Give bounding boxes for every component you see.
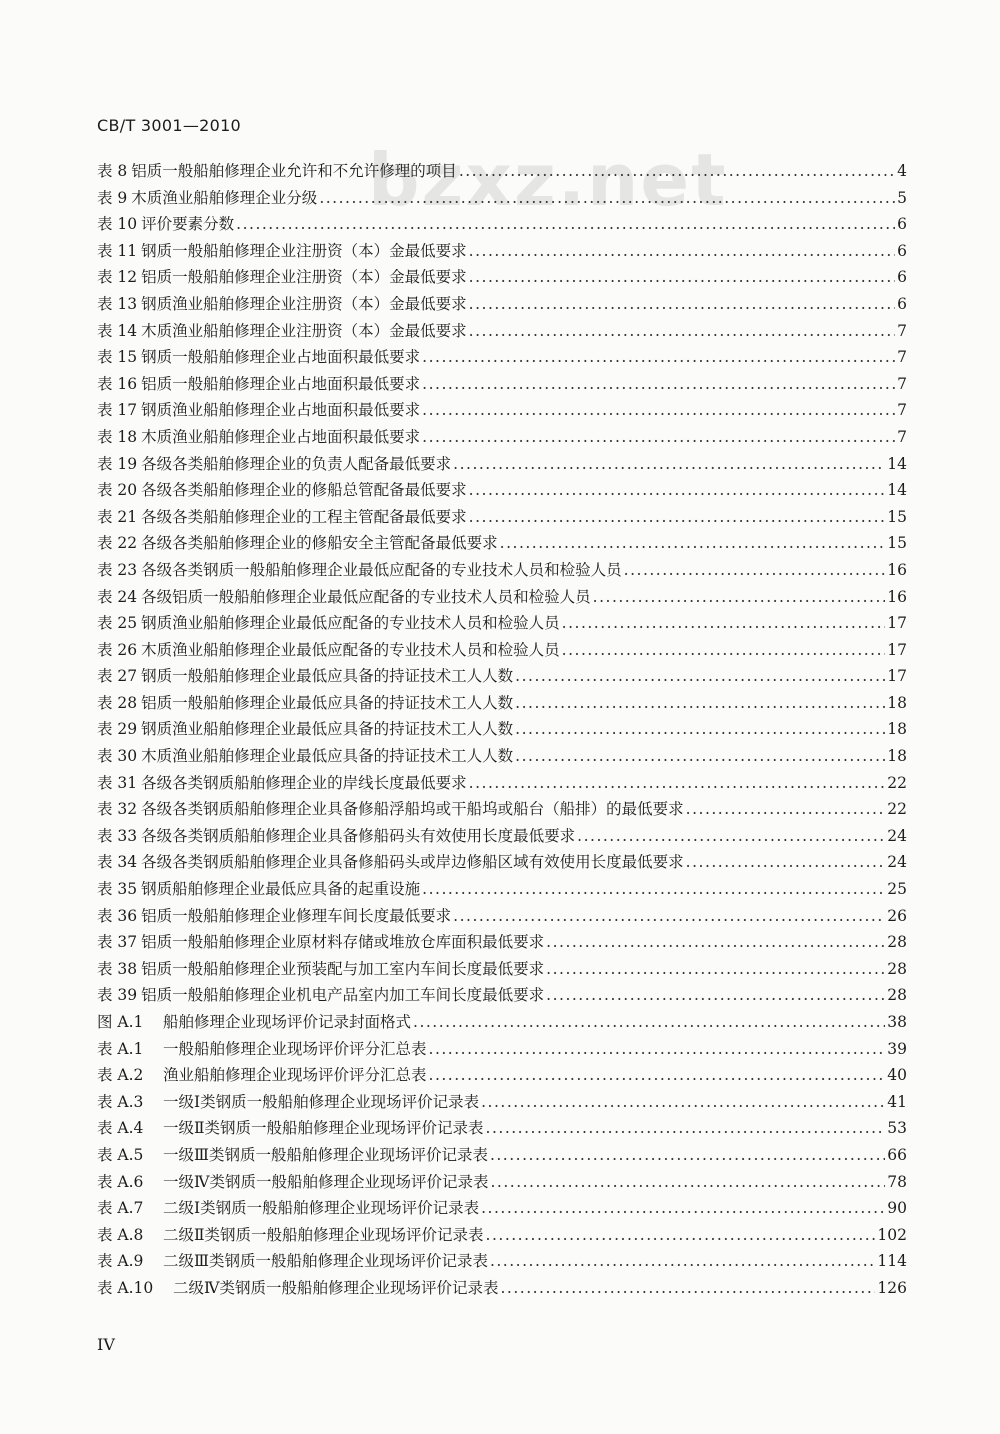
toc-entry[interactable] <box>97 903 907 930</box>
toc-entry-title: 钢质渔业船舶修理企业最低应配备的专业技术人员和检验人员 <box>141 614 560 633</box>
toc-entry-label: 表 15 <box>97 348 138 367</box>
toc-entry-label: 表 9 <box>97 188 128 207</box>
toc-entry[interactable] <box>97 716 907 743</box>
toc-leader-dots <box>481 1195 885 1222</box>
toc-entry-page: 40 <box>887 1066 907 1085</box>
toc-entry[interactable] <box>97 530 907 557</box>
toc-leader-dots <box>490 1142 885 1169</box>
toc-entry-label: 表 A.10 <box>97 1278 154 1297</box>
toc-entry-title: 铝质一般船舶修理企业注册资（本）金最低要求 <box>141 268 467 287</box>
watermark: bzxz.net <box>368 138 728 222</box>
toc-entry-label: 表 10 <box>97 215 138 234</box>
toc-entry-label: 表 25 <box>97 614 138 633</box>
toc-entry-page: 90 <box>887 1199 907 1218</box>
table-of-contents <box>97 158 907 1302</box>
toc-entry[interactable] <box>97 371 907 398</box>
toc-leader-dots <box>486 1115 886 1142</box>
toc-entry-title: 铝质一般船舶修理企业修理车间长度最低要求 <box>141 906 452 925</box>
toc-leader-dots <box>501 1275 876 1302</box>
toc-entry[interactable] <box>97 504 907 531</box>
toc-entry-label: 表 36 <box>97 906 138 925</box>
toc-leader-dots <box>469 238 895 265</box>
toc-leader-dots <box>515 663 885 690</box>
toc-entry-label: 表 33 <box>97 826 138 845</box>
toc-entry[interactable] <box>97 344 907 371</box>
toc-entry[interactable] <box>97 1195 907 1222</box>
toc-entry-title: 木质渔业船舶修理企业占地面积最低要求 <box>141 427 421 446</box>
toc-entry-title: 钢质一般船舶修理企业最低应具备的持证技术工人人数 <box>141 667 514 686</box>
document-code-header: CB/T 3001—2010 <box>97 116 242 135</box>
toc-entry-page: 39 <box>887 1039 907 1058</box>
toc-entry[interactable] <box>97 185 907 212</box>
toc-entry-page: 28 <box>887 959 907 978</box>
toc-leader-dots <box>319 185 895 212</box>
toc-entry-label: 表 11 <box>97 241 138 260</box>
toc-entry-page: 14 <box>887 481 907 500</box>
toc-entry-title: 二级Ⅱ类钢质一般船舶修理企业现场评价记录表 <box>163 1225 484 1244</box>
toc-leader-dots <box>429 1036 886 1063</box>
toc-entry-label: 表 A.7 <box>97 1199 144 1218</box>
toc-entry-label: 表 32 <box>97 800 138 819</box>
toc-leader-dots <box>562 637 886 664</box>
toc-entry-label: 表 20 <box>97 481 138 500</box>
toc-entry-page: 26 <box>887 906 907 925</box>
toc-leader-dots <box>422 397 895 424</box>
toc-entry-label: 表 13 <box>97 294 138 313</box>
toc-entry[interactable] <box>97 1115 907 1142</box>
toc-entry-page: 102 <box>877 1225 907 1244</box>
toc-entry-page: 5 <box>897 188 907 207</box>
toc-entry-title: 各级各类钢质船舶修理企业具备修船码头有效使用长度最低要求 <box>141 826 576 845</box>
toc-entry-page: 6 <box>897 215 907 234</box>
toc-entry[interactable] <box>97 557 907 584</box>
toc-leader-dots <box>686 796 886 823</box>
toc-entry-label: 表 19 <box>97 454 138 473</box>
toc-entry-page: 18 <box>887 720 907 739</box>
toc-entry[interactable] <box>97 876 907 903</box>
toc-entry-title: 木质渔业船舶修理企业分级 <box>131 188 318 207</box>
toc-entry-page: 16 <box>887 587 907 606</box>
toc-entry-label: 表 17 <box>97 401 138 420</box>
toc-leader-dots <box>491 1169 886 1196</box>
toc-entry[interactable] <box>97 1248 907 1275</box>
toc-entry[interactable] <box>97 318 907 345</box>
toc-entry-page: 15 <box>887 507 907 526</box>
toc-leader-dots <box>593 584 886 611</box>
toc-leader-dots <box>459 158 895 185</box>
toc-entry[interactable] <box>97 584 907 611</box>
toc-entry-page: 18 <box>887 693 907 712</box>
toc-leader-dots <box>562 610 886 637</box>
toc-entry-title: 木质渔业船舶修理企业注册资（本）金最低要求 <box>141 321 467 340</box>
toc-entry-page: 41 <box>887 1092 907 1111</box>
toc-entry-title: 二级Ⅳ类钢质一般船舶修理企业现场评价记录表 <box>173 1278 499 1297</box>
toc-entry[interactable] <box>97 796 907 823</box>
toc-entry-title: 钢质一般船舶修理企业注册资（本）金最低要求 <box>141 241 467 260</box>
toc-entry[interactable] <box>97 823 907 850</box>
toc-entry-page: 7 <box>897 348 907 367</box>
toc-entry[interactable] <box>97 637 907 664</box>
toc-leader-dots <box>515 690 885 717</box>
toc-entry-page: 17 <box>887 667 907 686</box>
toc-leader-dots <box>453 903 885 930</box>
toc-entry-title: 一级Ⅳ类钢质一般船舶修理企业现场评价记录表 <box>163 1172 489 1191</box>
toc-entry-label: 表 A.6 <box>97 1172 144 1191</box>
toc-entry-label: 表 28 <box>97 693 138 712</box>
toc-entry-title: 铝质一般船舶修理企业允许和不允许修理的项目 <box>131 162 457 180</box>
toc-entry[interactable] <box>97 1089 907 1116</box>
toc-entry-page: 78 <box>887 1172 907 1191</box>
toc-entry[interactable] <box>97 690 907 717</box>
toc-entry-label: 表 16 <box>97 374 138 393</box>
toc-entry-page: 7 <box>897 374 907 393</box>
toc-leader-dots <box>469 291 895 318</box>
toc-entry[interactable] <box>97 663 907 690</box>
toc-entry-title: 一级Ⅱ类钢质一般船舶修理企业现场评价记录表 <box>163 1119 484 1138</box>
toc-entry-label: 表 12 <box>97 268 138 287</box>
toc-entry[interactable] <box>97 158 907 185</box>
toc-entry-label: 表 8 <box>97 162 128 180</box>
toc-entry-title: 钢质船舶修理企业最低应具备的起重设施 <box>141 880 421 899</box>
toc-entry-label: 表 35 <box>97 880 138 899</box>
page-number-footer: IV <box>97 1335 115 1354</box>
toc-leader-dots <box>422 876 885 903</box>
toc-entry-title: 各级铝质一般船舶修理企业最低应配备的专业技术人员和检验人员 <box>141 587 591 606</box>
toc-entry-label: 图 A.1 <box>97 1013 144 1031</box>
toc-entry-label: 表 37 <box>97 933 138 952</box>
toc-leader-dots <box>469 770 886 797</box>
toc-entry-title: 各级各类船舶修理企业的修船总管配备最低要求 <box>141 481 467 500</box>
toc-entry[interactable] <box>97 1062 907 1089</box>
toc-entry-label: 表 26 <box>97 640 138 659</box>
toc-entry-title: 铝质一般船舶修理企业机电产品室内加工车间长度最低要求 <box>141 986 545 1005</box>
toc-entry-page: 7 <box>897 401 907 420</box>
toc-leader-dots <box>422 344 895 371</box>
toc-entry[interactable] <box>97 956 907 983</box>
toc-entry[interactable] <box>97 397 907 424</box>
toc-entry-page: 114 <box>877 1252 907 1271</box>
toc-entry-page: 22 <box>887 800 907 819</box>
toc-entry-title: 各级各类船舶修理企业的负责人配备最低要求 <box>141 454 452 473</box>
toc-entry-title: 一级Ⅰ类钢质一般船舶修理企业现场评价记录表 <box>163 1092 480 1111</box>
toc-entry-label: 表 30 <box>97 747 138 766</box>
toc-entry-page: 25 <box>887 880 907 899</box>
toc-entry[interactable] <box>97 291 907 318</box>
toc-leader-dots <box>429 1062 886 1089</box>
toc-leader-dots <box>469 477 886 504</box>
toc-entry-title: 二级Ⅰ类钢质一般船舶修理企业现场评价记录表 <box>163 1199 480 1218</box>
toc-entry-label: 表 A.3 <box>97 1092 144 1111</box>
toc-entry-label: 表 A.2 <box>97 1066 144 1085</box>
toc-entry-label: 表 A.5 <box>97 1145 144 1164</box>
toc-entry[interactable] <box>97 770 907 797</box>
toc-entry-page: 16 <box>887 560 907 579</box>
toc-entry-page: 15 <box>887 534 907 553</box>
toc-entry-page: 22 <box>887 773 907 792</box>
toc-leader-dots <box>686 849 886 876</box>
toc-entry-title: 木质渔业船舶修理企业最低应配备的专业技术人员和检验人员 <box>141 640 560 659</box>
toc-entry-title: 二级Ⅲ类钢质一般船舶修理企业现场评价记录表 <box>163 1252 488 1271</box>
toc-entry[interactable] <box>97 1275 907 1302</box>
toc-leader-dots <box>236 211 895 238</box>
toc-entry-label: 表 14 <box>97 321 138 340</box>
toc-entry-page: 28 <box>887 986 907 1005</box>
toc-entry-title: 木质渔业船舶修理企业最低应具备的持证技术工人人数 <box>141 747 514 766</box>
toc-entry-label: 表 27 <box>97 667 138 686</box>
toc-leader-dots <box>515 716 885 743</box>
toc-entry-page: 7 <box>897 427 907 446</box>
toc-entry-page: 66 <box>887 1145 907 1164</box>
toc-entry-page: 6 <box>897 268 907 287</box>
toc-leader-dots <box>490 1248 875 1275</box>
toc-entry-page: 53 <box>887 1119 907 1138</box>
toc-entry-title: 铝质一般船舶修理企业原材料存储或堆放仓库面积最低要求 <box>141 933 545 952</box>
toc-entry-title: 钢质一般船舶修理企业占地面积最低要求 <box>141 348 421 367</box>
toc-entry[interactable] <box>97 1009 907 1036</box>
toc-entry-page: 17 <box>887 640 907 659</box>
toc-entry-title: 铝质一般船舶修理企业占地面积最低要求 <box>141 374 421 393</box>
toc-entry-title: 一级Ⅲ类钢质一般船舶修理企业现场评价记录表 <box>163 1145 488 1164</box>
toc-entry-title: 评价要素分数 <box>141 215 235 234</box>
toc-entry-title: 各级各类钢质船舶修理企业具备修船码头或岸边修船区域有效使用长度最低要求 <box>141 853 684 872</box>
toc-entry-page: 4 <box>897 162 907 180</box>
toc-entry[interactable] <box>97 982 907 1009</box>
toc-entry-title: 钢质渔业船舶修理企业注册资（本）金最低要求 <box>141 294 467 313</box>
toc-leader-dots <box>422 371 895 398</box>
toc-entry[interactable] <box>97 1222 907 1249</box>
toc-entry-title: 渔业船舶修理企业现场评价评分汇总表 <box>163 1066 427 1085</box>
toc-leader-dots <box>546 956 885 983</box>
toc-entry-page: 28 <box>887 933 907 952</box>
toc-entry-label: 表 A.1 <box>97 1039 144 1058</box>
toc-leader-dots <box>577 823 885 850</box>
toc-entry-page: 126 <box>877 1278 907 1297</box>
toc-entry-label: 表 34 <box>97 853 138 872</box>
toc-entry[interactable] <box>97 849 907 876</box>
toc-entry[interactable] <box>97 743 907 770</box>
toc-entry-label: 表 29 <box>97 720 138 739</box>
toc-entry[interactable] <box>97 1169 907 1196</box>
toc-entry-label: 表 A.9 <box>97 1252 144 1271</box>
toc-entry-label: 表 39 <box>97 986 138 1005</box>
toc-entry-page: 14 <box>887 454 907 473</box>
toc-entry[interactable] <box>97 451 907 478</box>
toc-entry-page: 18 <box>887 747 907 766</box>
toc-entry-page: 6 <box>897 294 907 313</box>
toc-entry[interactable] <box>97 477 907 504</box>
toc-leader-dots <box>453 451 885 478</box>
toc-entry-label: 表 31 <box>97 773 138 792</box>
toc-leader-dots <box>546 929 885 956</box>
toc-entry[interactable] <box>97 1036 907 1063</box>
toc-entry-title: 各级各类钢质船舶修理企业的岸线长度最低要求 <box>141 773 467 792</box>
toc-leader-dots <box>413 1009 885 1036</box>
toc-entry-page: 38 <box>887 1013 907 1031</box>
toc-entry-title: 钢质渔业船舶修理企业占地面积最低要求 <box>141 401 421 420</box>
toc-entry-title: 铝质一般船舶修理企业最低应具备的持证技术工人人数 <box>141 693 514 712</box>
toc-entry-title: 各级各类船舶修理企业的修船安全主管配备最低要求 <box>141 534 498 553</box>
toc-entry-page: 7 <box>897 321 907 340</box>
toc-leader-dots <box>481 1089 885 1116</box>
toc-entry[interactable] <box>97 610 907 637</box>
toc-entry-label: 表 18 <box>97 427 138 446</box>
toc-entry-label: 表 38 <box>97 959 138 978</box>
toc-entry-title: 船舶修理企业现场评价记录封面格式 <box>163 1013 412 1031</box>
toc-entry-page: 24 <box>887 853 907 872</box>
toc-leader-dots <box>500 530 886 557</box>
toc-leader-dots <box>515 743 885 770</box>
toc-entry-label: 表 21 <box>97 507 138 526</box>
toc-leader-dots <box>624 557 886 584</box>
toc-leader-dots <box>422 424 895 451</box>
toc-entry-title: 各级各类钢质船舶修理企业具备修船浮船坞或干船坞或船台（船排）的最低要求 <box>141 800 684 819</box>
toc-entry-page: 6 <box>897 241 907 260</box>
toc-entry-label: 表 22 <box>97 534 138 553</box>
toc-entry-title: 铝质一般船舶修理企业预装配与加工室内车间长度最低要求 <box>141 959 545 978</box>
toc-entry-label: 表 23 <box>97 560 138 579</box>
toc-entry-title: 一般船舶修理企业现场评价评分汇总表 <box>163 1039 427 1058</box>
toc-entry[interactable] <box>97 264 907 291</box>
toc-entry-page: 24 <box>887 826 907 845</box>
toc-entry[interactable] <box>97 1142 907 1169</box>
toc-entry[interactable] <box>97 211 907 238</box>
toc-leader-dots <box>469 264 895 291</box>
toc-entry[interactable] <box>97 238 907 265</box>
toc-entry-label: 表 A.8 <box>97 1225 144 1244</box>
toc-entry-title: 各级各类船舶修理企业的工程主管配备最低要求 <box>141 507 467 526</box>
toc-leader-dots <box>469 504 886 531</box>
toc-entry[interactable] <box>97 929 907 956</box>
toc-leader-dots <box>486 1222 876 1249</box>
toc-leader-dots <box>469 318 895 345</box>
toc-entry-page: 17 <box>887 614 907 633</box>
toc-entry[interactable] <box>97 424 907 451</box>
toc-entry-label: 表 24 <box>97 587 138 606</box>
toc-entry-label: 表 A.4 <box>97 1119 144 1138</box>
toc-entry-title: 各级各类钢质一般船舶修理企业最低应配备的专业技术人员和检验人员 <box>141 560 622 579</box>
toc-leader-dots <box>546 982 885 1009</box>
toc-entry-title: 钢质渔业船舶修理企业最低应具备的持证技术工人人数 <box>141 720 514 739</box>
